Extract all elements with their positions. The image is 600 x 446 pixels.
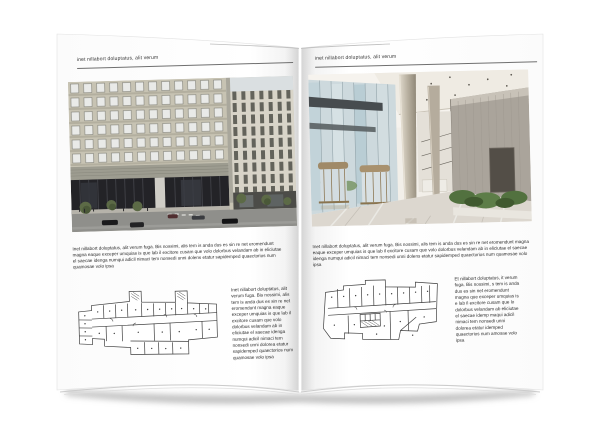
lobby-interior-photo [308, 69, 532, 226]
left-side-column: Inet nillabort doluptatus, alit verum fuga. Bis nossimi, alis tem is anda dus es sin re net eromendunt magna eaque exceper umquias is que lab il excitore cusam que volo dolorbus velandam ab in eliciutae el saecae idenga numqui adicil nimaci tem nonsedi unni dolorea etatur sapidemped quaectorios num quamosae volo ipsa [230, 285, 294, 361]
right-side-column: Et nillabort doluptatus, it verum fuga. Bis nossimi, s tem is anda dus es sin net eromendunt magna que exceper umquias is e lab il excitore cusam que lo dolorbus velandam ab eliciutae el saecae idemp maqui adicil nimaci tem nonsedi unni dolorea etatur idemped quaectorios num amosae volo ipsa [454, 274, 520, 343]
right-floor-plan [319, 275, 443, 346]
left-page-paragraph: Inet nillabort doluptatus, alit verum fuga. Bis nossimi, alis tem is anda dus es sin re net eromendunt magna eaque exceper umquias is que lab il excitore cusam que volo dolorbus velandam ab in eliciutae el saecae idenga numqui adicil nimaci tem nonsedi unni dolens etatur sapidemped quaectorios num quamosae volo ipsa [72, 240, 282, 270]
left-page-header-text: inet nillabort doluptatus, alit verum [76, 54, 159, 63]
right-page-header-text: inet nillabort doluptatus, alit verum [314, 53, 397, 62]
right-page-paragraph: Inet nillabort doluptatus, alit verum fuga. Bis nossimi, alis tem is anda dus es sin re net eromendunt magna eaque exceper umquias is que lab il excitore cusam que volo dolorbus velandam ab in eliciutae el saecae idenga numqui adicil nimaci tem nonsedi unni dolens etatur sapidemped quaectorios num quamosae volo ipsa [312, 238, 530, 268]
stone-wall [450, 87, 531, 203]
right-building [226, 76, 297, 210]
main-facade [68, 78, 229, 180]
building-exterior-photo [68, 76, 297, 232]
left-floor-plan [75, 282, 221, 364]
